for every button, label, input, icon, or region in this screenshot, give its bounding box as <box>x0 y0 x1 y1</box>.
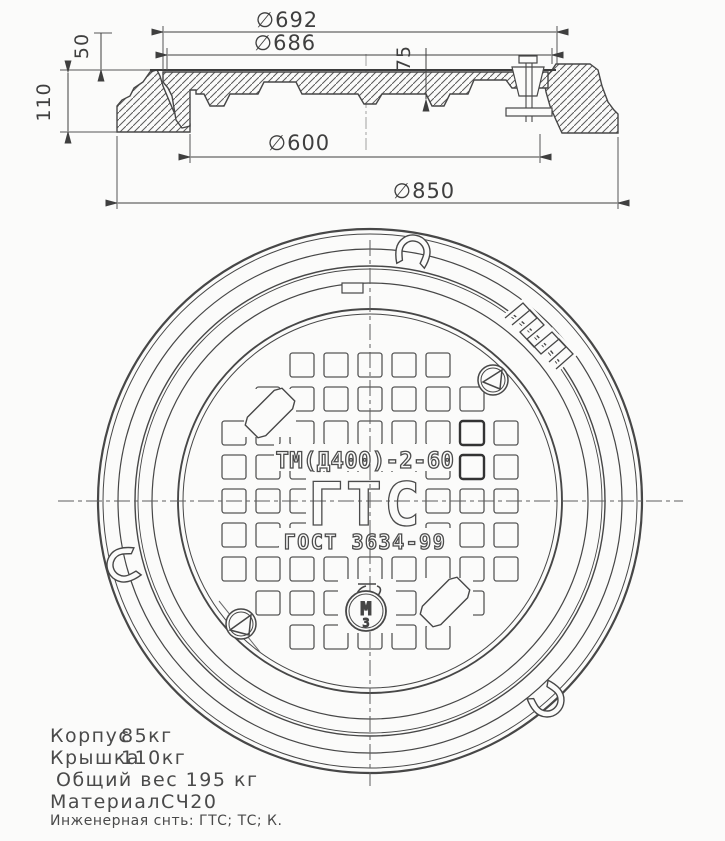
grid-square <box>494 523 518 547</box>
grid-square <box>290 591 314 615</box>
logo-letter-z: З <box>362 616 370 630</box>
plan-view <box>58 229 683 786</box>
grid-square <box>426 387 450 411</box>
dim-text-110: 110 <box>33 82 55 122</box>
notes-block <box>50 725 282 829</box>
pin-cap <box>519 56 537 63</box>
grid-square <box>222 557 246 581</box>
grid-square <box>256 523 280 547</box>
note-material-label: Материал <box>50 791 161 813</box>
dim-text-692: ∅692 <box>255 8 319 32</box>
highlight-squares <box>460 421 484 479</box>
grid-square <box>460 421 484 445</box>
grid-square <box>494 421 518 445</box>
note-total-weight: Общий вес 195 кг <box>56 769 259 791</box>
note-networks: Инженерная снть: ГТС; ТС; К. <box>50 813 283 829</box>
lug-top <box>394 232 433 268</box>
pin-bar <box>506 108 552 116</box>
grid-square <box>494 455 518 479</box>
grid-square <box>324 557 348 581</box>
seat-notch <box>342 283 363 293</box>
grid-square <box>426 625 450 649</box>
dim-text-75: 75 <box>393 44 415 72</box>
note-body-value: 85кг <box>121 725 173 747</box>
grid-square <box>256 591 280 615</box>
note-cover-label: Крышка <box>50 747 141 769</box>
grid-square <box>426 557 450 581</box>
grid-square <box>494 557 518 581</box>
note-cover-value: 110кг <box>121 747 187 769</box>
grid-square <box>290 353 314 377</box>
grid-square <box>460 557 484 581</box>
section-view <box>33 8 618 209</box>
grid-square <box>392 353 416 377</box>
note-material-value: СЧ20 <box>161 791 218 813</box>
note-body-label: Корпус <box>50 725 131 747</box>
dim-text-50: 50 <box>71 32 93 60</box>
grid-square <box>222 523 246 547</box>
brand-text: ГТС <box>307 470 423 540</box>
grid-square <box>290 557 314 581</box>
dim-text-850: ∅850 <box>392 179 456 203</box>
dim-text-600: ∅600 <box>267 131 331 155</box>
grid-square <box>222 421 246 445</box>
grid-square <box>324 387 348 411</box>
cover-section <box>150 70 556 128</box>
grid-square <box>324 353 348 377</box>
grid-square <box>392 557 416 581</box>
marking-text: ТМ(Д400)-2-60 <box>275 449 455 474</box>
grid-square <box>426 421 450 445</box>
dim-text-686: ∅686 <box>253 31 317 55</box>
grid-square <box>460 455 484 479</box>
grid-square <box>222 455 246 479</box>
gost-text: ГОСТ 3634-99 <box>283 530 447 554</box>
grid-square <box>290 625 314 649</box>
triangle-mark-top-right <box>478 365 508 395</box>
grid-square <box>392 421 416 445</box>
grid-square <box>256 557 280 581</box>
pin-cone <box>512 67 544 96</box>
grid-square <box>460 387 484 411</box>
grid-square <box>426 353 450 377</box>
lock-slot-zigzag <box>505 303 573 369</box>
grid-square <box>324 421 348 445</box>
logo-letter-m: М <box>360 598 372 620</box>
frame-right-section <box>544 64 618 133</box>
grid-square <box>460 523 484 547</box>
lug-bottom-right <box>525 678 571 724</box>
grid-square <box>392 387 416 411</box>
